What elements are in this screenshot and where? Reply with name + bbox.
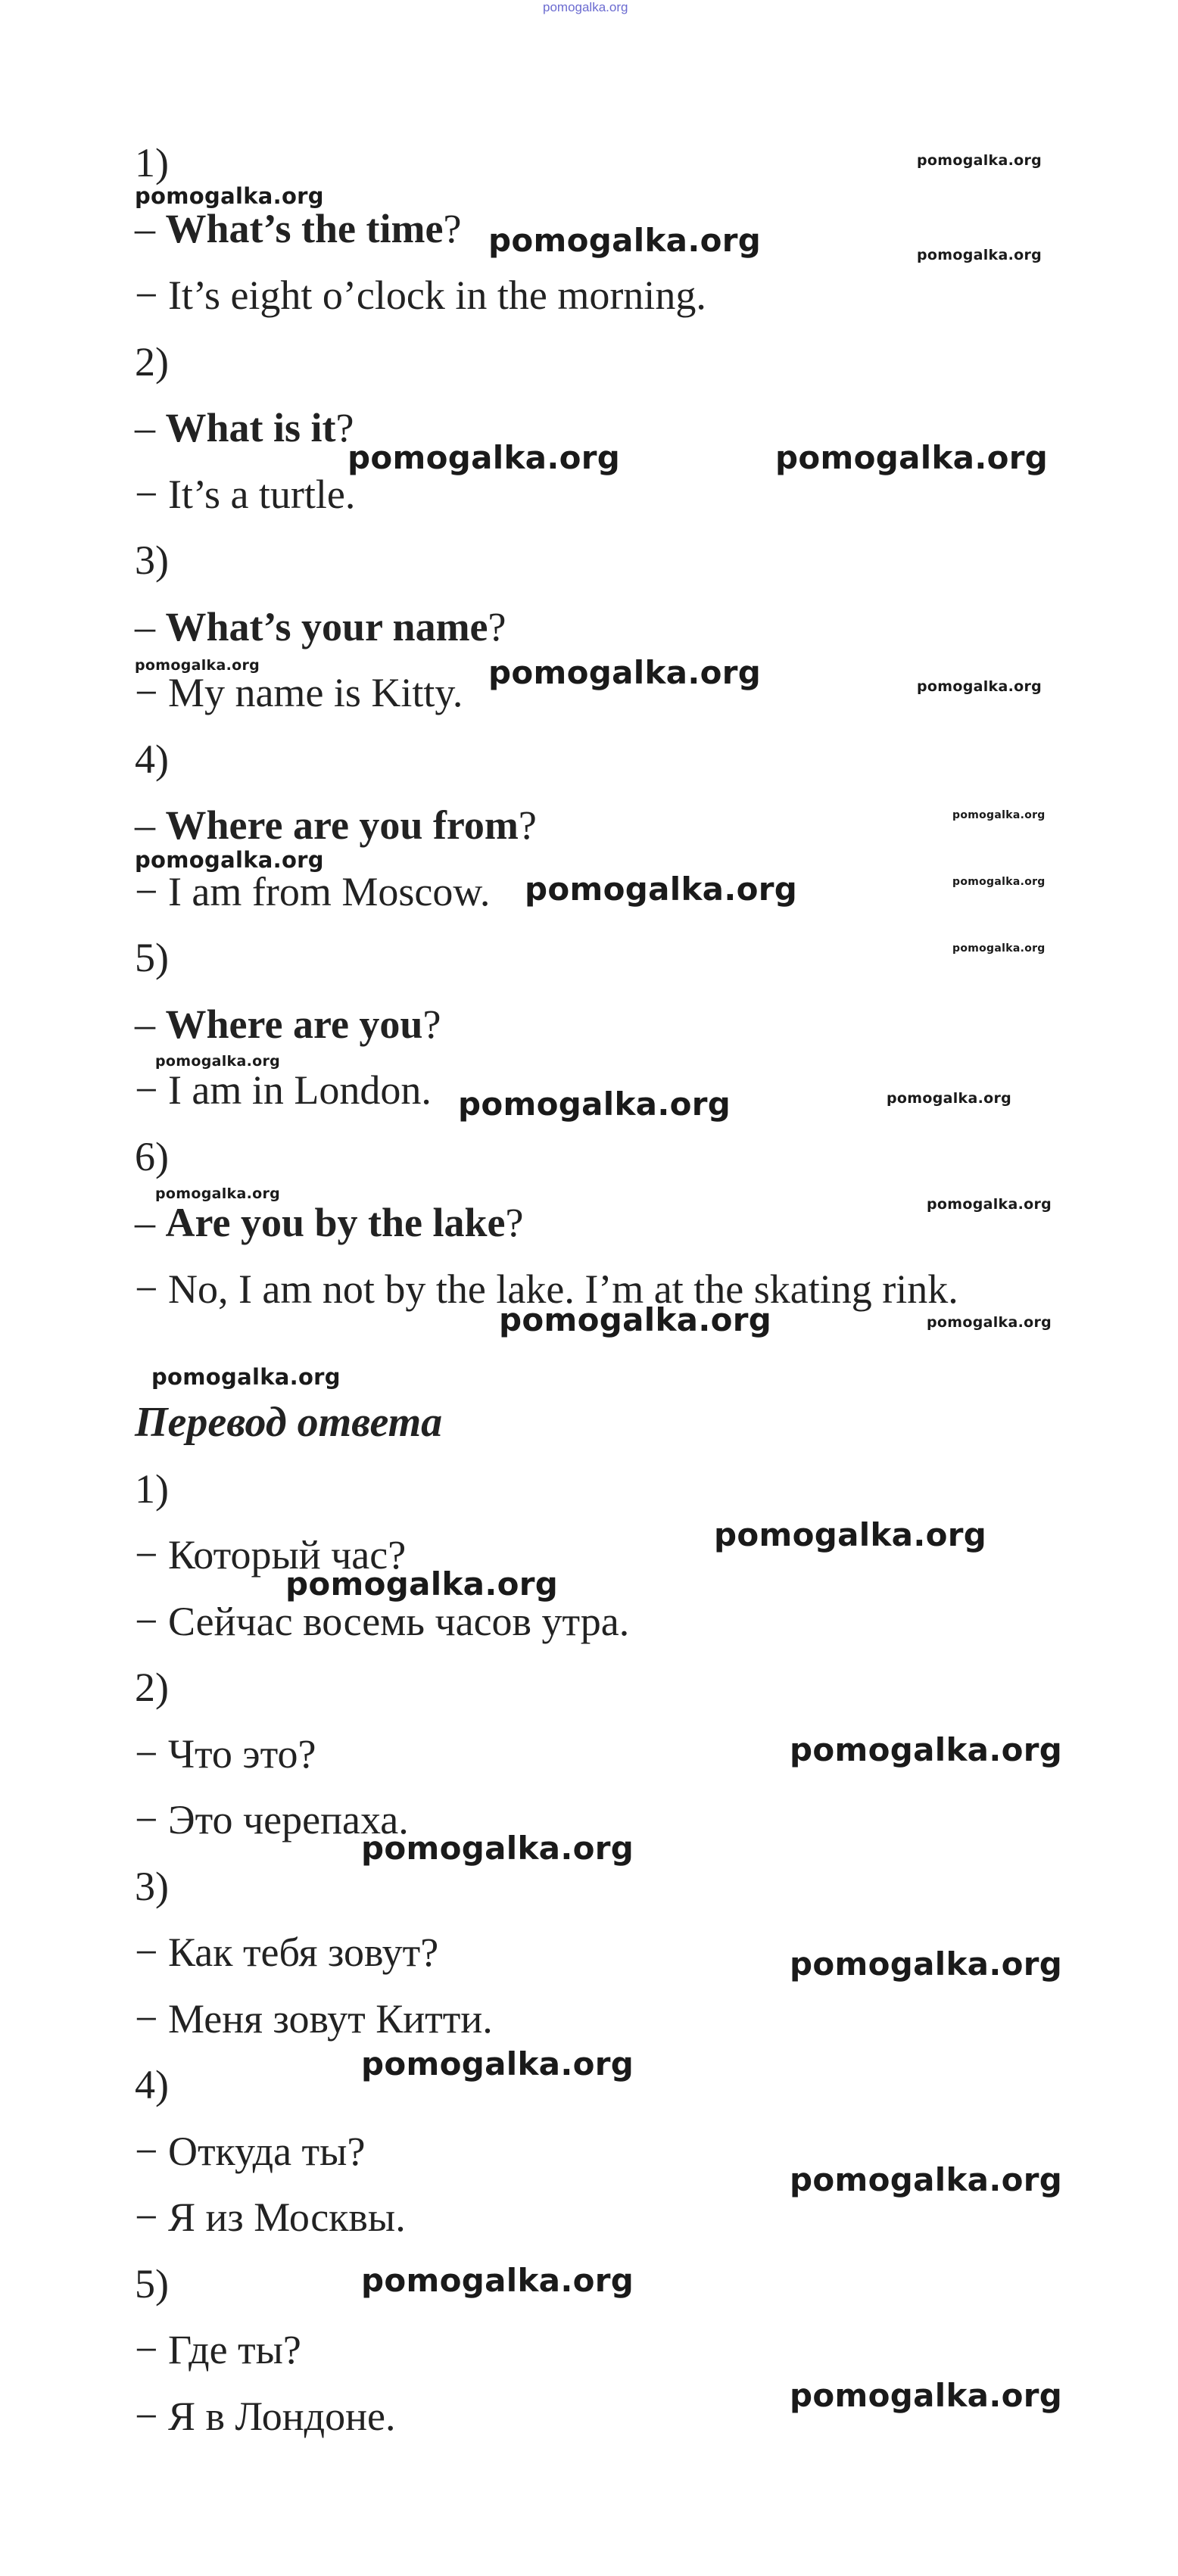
- watermark: pomogalka.org: [135, 657, 260, 674]
- dash: –: [135, 206, 166, 251]
- answer-2-question: [135, 403, 354, 452]
- watermark: pomogalka.org: [927, 1314, 1052, 1331]
- question-bold: What’s your name: [165, 604, 488, 649]
- watermark: pomogalka.org: [151, 1364, 341, 1390]
- answer-5-reply: − I am in London.: [135, 1067, 432, 1113]
- translation-3-reply: − Меня зовут Китти.: [135, 1996, 493, 2042]
- watermark: pomogalka.org: [790, 1945, 1063, 1983]
- translation-3-number: 3): [135, 1864, 169, 1909]
- watermark: pomogalka.org: [488, 654, 762, 691]
- answer-1-number: 1): [135, 140, 169, 185]
- site-header-link[interactable]: pomogalka.org: [543, 0, 628, 14]
- answer-6-number: 6): [135, 1134, 169, 1179]
- watermark: pomogalka.org: [775, 439, 1049, 476]
- watermark: pomogalka.org: [790, 2161, 1063, 2198]
- watermark: pomogalka.org: [917, 247, 1042, 263]
- translation-5-reply: − Я в Лондоне.: [135, 2394, 396, 2439]
- translation-2-reply: − Это черепаха.: [135, 1797, 409, 1842]
- translation-4-question: − Откуда ты?: [135, 2129, 366, 2174]
- watermark: pomogalka.org: [525, 871, 798, 908]
- watermark: pomogalka.org: [361, 2262, 634, 2299]
- answer-4-reply: − I am from Moscow.: [135, 869, 491, 914]
- question-mark: ?: [518, 802, 537, 848]
- answer-1-question: [135, 204, 461, 253]
- watermark: pomogalka.org: [714, 1516, 987, 1553]
- answer-6-question: [135, 1198, 523, 1247]
- translation-heading: Перевод ответа: [135, 1399, 443, 1446]
- answer-3-number: 3): [135, 537, 169, 583]
- watermark: pomogalka.org: [488, 222, 762, 259]
- watermark: pomogalka.org: [361, 2045, 634, 2082]
- question-mark: ?: [505, 1200, 524, 1245]
- translation-2-number: 2): [135, 1665, 169, 1710]
- dash: –: [135, 405, 166, 450]
- watermark: pomogalka.org: [917, 678, 1042, 695]
- watermark: pomogalka.org: [458, 1086, 731, 1123]
- translation-5-number: 5): [135, 2261, 169, 2307]
- answer-6-reply: − No, I am not by the lake. I’m at the skating rink.: [135, 1266, 958, 1312]
- answer-5-number: 5): [135, 935, 169, 980]
- question-mark: ?: [443, 206, 462, 251]
- translation-1-reply: − Сейчас восемь часов утра.: [135, 1599, 630, 1644]
- watermark: pomogalka.org: [887, 1090, 1012, 1107]
- watermark: pomogalka.org: [361, 1830, 634, 1867]
- answer-4-question: [135, 801, 537, 849]
- answer-3-reply: − My name is Kitty.: [135, 670, 463, 715]
- question-mark: ?: [488, 604, 506, 649]
- watermark: pomogalka.org: [135, 847, 324, 873]
- question-mark: ?: [335, 405, 354, 450]
- translation-2-question: − Что это?: [135, 1731, 316, 1777]
- watermark: pomogalka.org: [285, 1565, 559, 1603]
- watermark: pomogalka.org: [790, 2377, 1063, 2414]
- question-bold: What’s the time: [165, 206, 444, 251]
- answer-2-number: 2): [135, 339, 169, 385]
- watermark: pomogalka.org: [952, 942, 1046, 955]
- question-bold: Are you by the lake: [165, 1200, 506, 1245]
- watermark: pomogalka.org: [135, 183, 324, 209]
- dash: –: [135, 604, 166, 649]
- watermark: pomogalka.org: [790, 1731, 1063, 1768]
- watermark: pomogalka.org: [155, 1185, 281, 1202]
- watermark: pomogalka.org: [347, 439, 621, 476]
- translation-1-number: 1): [135, 1466, 169, 1512]
- dash: –: [135, 802, 166, 848]
- translation-5-question: − Где ты?: [135, 2327, 301, 2372]
- translation-3-question: − Как тебя зовут?: [135, 1930, 439, 1975]
- question-bold: Where are you from: [165, 802, 519, 848]
- watermark: pomogalka.org: [952, 809, 1046, 821]
- translation-4-reply: − Я из Москвы.: [135, 2194, 406, 2240]
- dash: –: [135, 1200, 166, 1245]
- translation-1-question: − Который час?: [135, 1532, 407, 1578]
- watermark: pomogalka.org: [155, 1053, 281, 1070]
- answer-3-question: [135, 603, 506, 651]
- question-bold: Where are you: [165, 1001, 423, 1047]
- watermark: pomogalka.org: [917, 152, 1042, 169]
- answer-2-reply: − It’s a turtle.: [135, 472, 356, 517]
- watermark: pomogalka.org: [952, 876, 1046, 888]
- question-mark: ?: [422, 1001, 441, 1047]
- answer-1-reply: − It’s eight o’clock in the morning.: [135, 273, 706, 318]
- question-bold: What is it: [165, 405, 336, 450]
- watermark: pomogalka.org: [927, 1196, 1052, 1213]
- watermark: pomogalka.org: [499, 1301, 772, 1338]
- dash: –: [135, 1001, 166, 1047]
- answer-5-question: [135, 1000, 441, 1048]
- translation-4-number: 4): [135, 2062, 169, 2107]
- answer-4-number: 4): [135, 737, 169, 782]
